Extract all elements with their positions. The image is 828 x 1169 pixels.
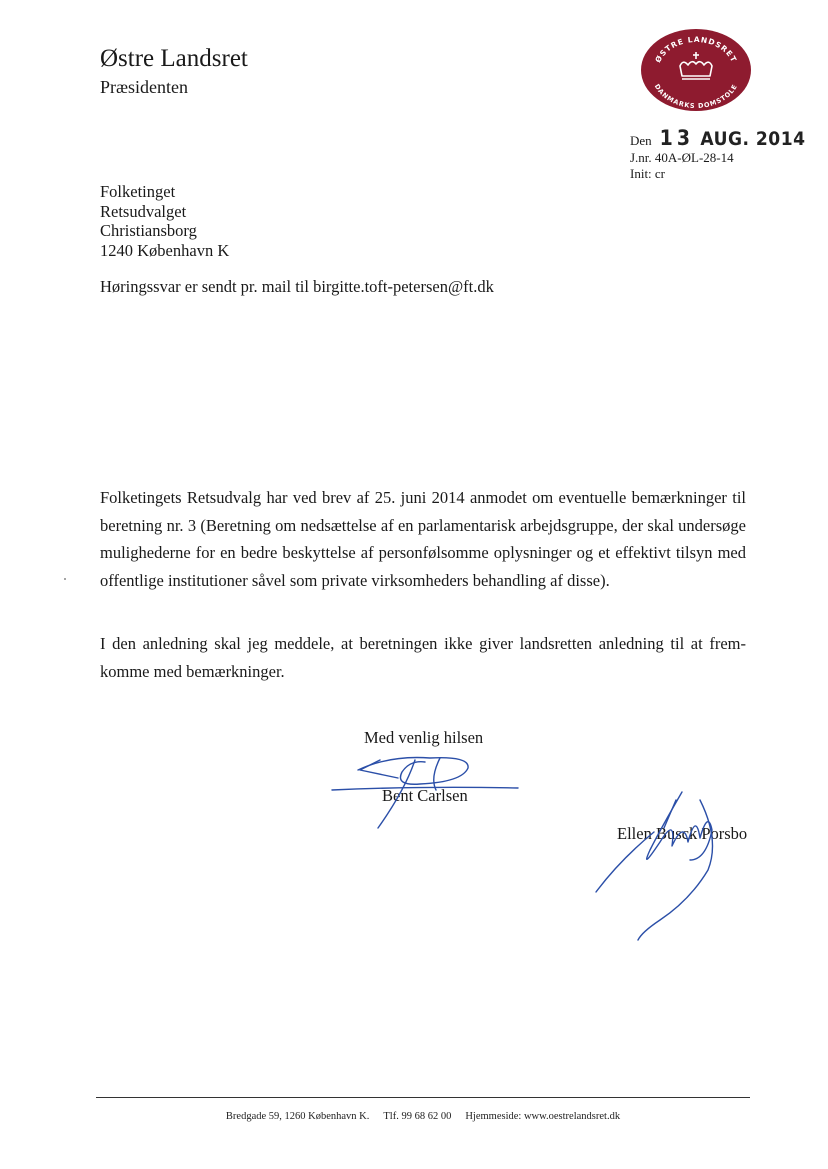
footer-contact [96, 1111, 750, 1122]
date-day: 13 [659, 126, 694, 150]
recipient-line: Christiansborg [100, 221, 197, 240]
court-department: Præsidenten [100, 77, 188, 97]
scan-speck [64, 578, 66, 580]
footer-divider [96, 1097, 750, 1098]
seal-top-text: ØSTRE LANDSRET [653, 34, 739, 65]
body-paragraph-2: I den anledning skal jeg meddele, at beretningen ikke giver landsretten anledning til at fremkomme med bemærkninger. [100, 634, 746, 681]
footer-website: Hjemmeside: www.oestrelandsret.dk [465, 1111, 621, 1122]
footer-address: Bredgade 59, 1260 København K. [225, 1111, 370, 1122]
footer-phone: Tlf. 99 68 62 00 [383, 1111, 452, 1122]
recipient-line: Retsudvalget [100, 201, 187, 221]
date-stamp-row [630, 126, 806, 150]
recipient-address [100, 182, 229, 260]
recipient-line: Folketinget [100, 182, 176, 201]
initials: Init: cr [630, 166, 666, 181]
date-stamp [660, 128, 806, 150]
date-label: Den [630, 133, 652, 148]
recipient-line: 1240 København K [100, 240, 230, 260]
closing-greeting: Med venlig hilsen [364, 728, 484, 747]
signature-1-stroke [358, 758, 468, 785]
seal-bottom-text: DANMARKS DOMSTOLE [652, 82, 740, 111]
date-month-year: AUG. 2014 [700, 128, 806, 150]
signatory-1-name: Bent Carlsen [382, 786, 468, 805]
signature-1-stroke [360, 760, 398, 778]
signature-2-stroke [638, 800, 713, 940]
court-name: Østre Landsret [100, 45, 248, 72]
signatory-2-name: Ellen Busck Porsbo [617, 824, 748, 843]
journal-number: J.nr. 40A-ØL-28-14 [630, 150, 734, 165]
body-paragraph-1: Folketingets Retsudvalg har ved brev af 25. juni 2014 anmodet om eventuelle bemærkninger til beretning nr. 3 (Beretning om nedsættelse af en parlamentarisk arbejdsgruppe, der skal undersøge mulighederne for en bedre beskyttelse af personfølsomme oplysninger og et effektivt tilsyn med offentlige institutioner såvel som private virksomheders behandling af disse). [100, 488, 746, 590]
court-seal-logo [640, 28, 752, 112]
mail-note: Høringssvar er sendt pr. mail til birgitte.toft-petersen@ft.dk [100, 277, 494, 296]
